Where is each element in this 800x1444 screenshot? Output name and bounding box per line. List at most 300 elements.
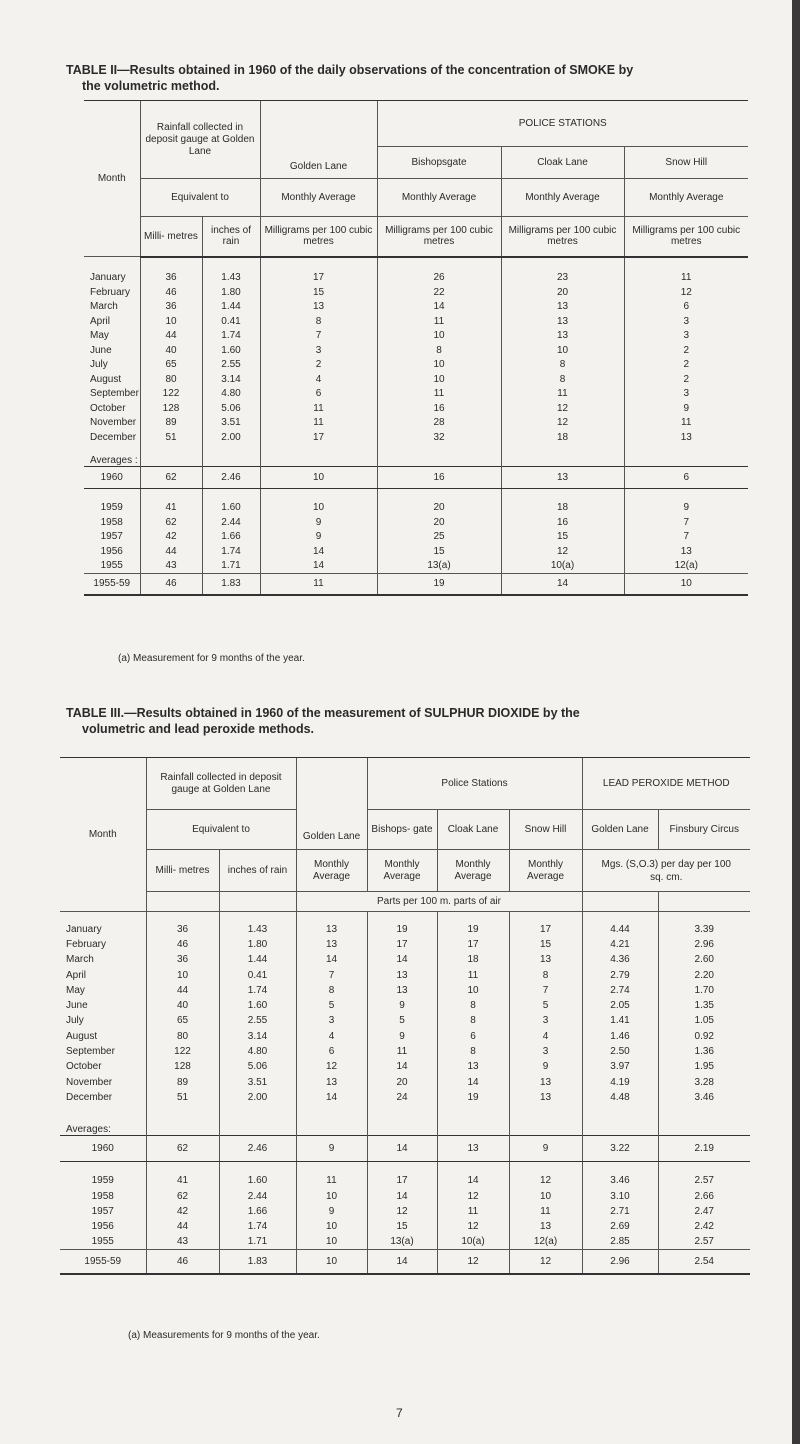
- table-cell: 62: [140, 467, 202, 489]
- table-cell: 15: [501, 530, 624, 545]
- table-cell: 36: [140, 271, 202, 286]
- table-cell: 2.46: [219, 1135, 296, 1161]
- table-cell: 7: [296, 967, 367, 982]
- table-cell: 26: [377, 271, 501, 286]
- table-cell: 4.21: [582, 937, 658, 952]
- table-cell: 9: [260, 515, 377, 530]
- table-cell: 1.46: [582, 1029, 658, 1044]
- table-cell: [377, 489, 501, 501]
- table-cell: 80: [146, 1029, 219, 1044]
- table-cell: December: [66, 1091, 113, 1103]
- table-cell: 2.00: [202, 430, 260, 445]
- table-cell: [296, 1105, 367, 1135]
- table-cell: 12: [509, 1173, 582, 1188]
- table-cell: 19: [367, 922, 437, 937]
- table-cell: 41: [140, 501, 202, 516]
- table-cell: September: [90, 388, 139, 400]
- sh-unit: Milligrams per 100 cubic metres: [624, 217, 748, 257]
- table3-title-line1: TABLE III.—Results obtained in 1960 of the measurement of SULPHUR DIOXIDE by the: [66, 706, 580, 720]
- table-cell: 9: [367, 998, 437, 1013]
- bg-monthly-avg: Monthly Average: [377, 179, 501, 217]
- equivalent-header: Equivalent to: [146, 810, 296, 850]
- table-cell: 1.36: [658, 1044, 750, 1059]
- table-cell: 80: [140, 372, 202, 387]
- table-cell: 44: [140, 544, 202, 559]
- table-cell: April: [90, 315, 111, 327]
- table-cell: 89: [140, 416, 202, 431]
- table3-title: [66, 705, 746, 737]
- table-cell: [658, 912, 750, 922]
- table-cell: 1.83: [202, 573, 260, 595]
- table-cell: 2: [624, 343, 748, 358]
- table-cell: 1.05: [658, 1013, 750, 1028]
- table-cell: 14: [296, 1090, 367, 1105]
- table-cell: 13: [296, 937, 367, 952]
- table-cell: [437, 1161, 509, 1173]
- year-row: [60, 1219, 750, 1234]
- table-cell: 2.55: [219, 1013, 296, 1028]
- average-1955-59-row: [60, 1250, 750, 1274]
- bishopsgate-header: Bishopsgate: [377, 147, 501, 179]
- table-cell: April: [66, 969, 87, 981]
- table-cell: 13: [624, 544, 748, 559]
- table-cell: 2.79: [582, 967, 658, 982]
- golden-lane-header: Golden Lane: [296, 758, 367, 850]
- table-cell: 46: [140, 573, 202, 595]
- table2-title: [66, 62, 746, 94]
- table-cell: 2.42: [658, 1219, 750, 1234]
- table-cell: 12: [437, 1250, 509, 1274]
- table-cell: [219, 1161, 296, 1173]
- table-cell: 12: [501, 544, 624, 559]
- table-cell: 14: [437, 1173, 509, 1188]
- table-cell: [501, 257, 624, 271]
- table-cell: 14: [377, 300, 501, 315]
- table3-note: (a) Measurements for 9 months of the year.: [128, 1330, 320, 1341]
- table-cell: 11: [260, 401, 377, 416]
- table-cell: 1.70: [658, 983, 750, 998]
- table-cell: 13: [296, 1074, 367, 1089]
- table-cell: 1.44: [219, 952, 296, 967]
- table-row: [84, 329, 748, 344]
- table-cell: 42: [140, 530, 202, 545]
- table2-note: (a) Measurement for 9 months of the year.: [118, 653, 305, 664]
- table-cell: 3: [296, 1013, 367, 1028]
- rainfall-header: Rainfall collected in deposit gauge at Golden Lane: [146, 758, 296, 810]
- table-row: [84, 372, 748, 387]
- averages-label-row: [84, 445, 748, 467]
- table-cell: 1.66: [202, 530, 260, 545]
- table-cell: 8: [437, 1013, 509, 1028]
- table-row: [84, 416, 748, 431]
- table-cell: 11: [437, 967, 509, 982]
- table-cell: 12: [509, 1250, 582, 1274]
- table-cell: 18: [501, 501, 624, 516]
- table-cell: 46: [146, 937, 219, 952]
- table-cell: [437, 1105, 509, 1135]
- table-cell: [367, 1105, 437, 1135]
- table-row: [60, 1074, 750, 1089]
- table-cell: 1.71: [202, 559, 260, 574]
- table-cell: 10: [377, 329, 501, 344]
- table-cell: 14: [437, 1074, 509, 1089]
- table-cell: 1.60: [219, 998, 296, 1013]
- table3-title-line2: volumetric and lead peroxide methods.: [82, 722, 315, 736]
- table-cell: 40: [146, 998, 219, 1013]
- table-cell: [146, 1161, 219, 1173]
- table-cell: 16: [501, 515, 624, 530]
- snow-hill-header: Snow Hill: [624, 147, 748, 179]
- table-cell: 20: [367, 1074, 437, 1089]
- table-cell: 14: [367, 952, 437, 967]
- table-cell: 15: [509, 937, 582, 952]
- table-cell: 51: [140, 430, 202, 445]
- table-cell: 14: [501, 573, 624, 595]
- table-cell: 5.06: [219, 1059, 296, 1074]
- table-cell: 1955-59: [84, 573, 140, 595]
- police-stations-header: Police Stations: [367, 758, 582, 810]
- table-cell: 8: [437, 1044, 509, 1059]
- table-cell: 2.50: [582, 1044, 658, 1059]
- table-cell: 7: [624, 515, 748, 530]
- table-cell: 62: [140, 515, 202, 530]
- averages-label: Averages:: [66, 1123, 111, 1135]
- table-cell: September: [66, 1046, 115, 1058]
- table-cell: 3.97: [582, 1059, 658, 1074]
- table-row: [84, 401, 748, 416]
- table-cell: July: [66, 1015, 84, 1027]
- table-cell: 1.80: [202, 285, 260, 300]
- table-cell: 1.60: [202, 343, 260, 358]
- table-cell: 36: [146, 922, 219, 937]
- table-row: [60, 922, 750, 937]
- table-cell: 10: [377, 358, 501, 373]
- cloak-lane-header: Cloak Lane: [437, 810, 509, 850]
- table-cell: [60, 1161, 146, 1173]
- table-cell: August: [66, 1030, 98, 1042]
- table-cell: 11: [377, 314, 501, 329]
- lead-golden-lane-header: Golden Lane: [582, 810, 658, 850]
- table-cell: 4: [260, 372, 377, 387]
- averages-label-row: [60, 1105, 750, 1135]
- year-row: [84, 544, 748, 559]
- table-cell: 3: [624, 314, 748, 329]
- table-cell: 12: [296, 1059, 367, 1074]
- table-cell: 5: [509, 998, 582, 1013]
- table-cell: 5.06: [202, 401, 260, 416]
- table-row: [60, 998, 750, 1013]
- table-row: [60, 1013, 750, 1028]
- inches-header: inches of rain: [202, 217, 260, 257]
- table-cell: 14: [367, 1059, 437, 1074]
- table-cell: 16: [377, 467, 501, 489]
- table-cell: 4.80: [202, 387, 260, 402]
- table-cell: 13: [501, 467, 624, 489]
- table-cell: [84, 489, 140, 501]
- table-cell: 12(a): [509, 1234, 582, 1249]
- year-row: [84, 559, 748, 574]
- table-cell: 2.20: [658, 967, 750, 982]
- cl-monthly-avg: Monthly Average: [437, 850, 509, 892]
- table-cell: 4.44: [582, 922, 658, 937]
- table-cell: 13: [501, 314, 624, 329]
- table-cell: [140, 489, 202, 501]
- table-cell: 20: [377, 515, 501, 530]
- table-cell: [624, 257, 748, 271]
- page-number: 7: [396, 1406, 403, 1420]
- table-cell: 13(a): [367, 1234, 437, 1249]
- table-cell: 17: [367, 937, 437, 952]
- gl-unit: Milligrams per 100 cubic metres: [260, 217, 377, 257]
- table-cell: 13: [260, 300, 377, 315]
- table-cell: [219, 1105, 296, 1135]
- table-cell: 6: [624, 467, 748, 489]
- table-cell: 1.66: [219, 1204, 296, 1219]
- table-cell: [509, 1105, 582, 1135]
- table-cell: 9: [296, 1204, 367, 1219]
- table-cell: 1.95: [658, 1059, 750, 1074]
- table-cell: December: [90, 431, 137, 443]
- table-cell: 1955-59: [60, 1250, 146, 1274]
- table-cell: 12(a): [624, 559, 748, 574]
- table-row: [60, 937, 750, 952]
- sh-monthly-avg: Monthly Average: [624, 179, 748, 217]
- table-cell: 8: [501, 358, 624, 373]
- table-cell: 1.71: [219, 1234, 296, 1249]
- table-cell: 20: [377, 501, 501, 516]
- sh-monthly-avg: Monthly Average: [509, 850, 582, 892]
- table-cell: [367, 1161, 437, 1173]
- table-cell: 4.80: [219, 1044, 296, 1059]
- table-cell: 40: [140, 343, 202, 358]
- table-cell: 6: [437, 1029, 509, 1044]
- table-cell: 13: [624, 430, 748, 445]
- table-cell: 2.69: [582, 1219, 658, 1234]
- table-cell: [624, 489, 748, 501]
- table-cell: March: [90, 301, 118, 313]
- table-cell: 8: [501, 372, 624, 387]
- gl-monthly-avg: Monthly Average: [260, 179, 377, 217]
- table-cell: 17: [367, 1173, 437, 1188]
- table-cell: 2.46: [202, 467, 260, 489]
- table-row: [84, 314, 748, 329]
- table-cell: 11: [501, 387, 624, 402]
- month-header: Month: [60, 758, 146, 912]
- table-cell: [377, 445, 501, 467]
- table-cell: June: [66, 1000, 88, 1012]
- table2-title-line1: TABLE II—Results obtained in 1960 of the daily observations of the concentration of SMOKE by: [66, 63, 634, 77]
- table-cell: 1.35: [658, 998, 750, 1013]
- table-cell: 0.92: [658, 1029, 750, 1044]
- finsbury-header: Finsbury Circus: [658, 810, 750, 850]
- bishopsgate-header: Bishops- gate: [367, 810, 437, 850]
- table-cell: [140, 257, 202, 271]
- table-row: [60, 1029, 750, 1044]
- year-row: [60, 1173, 750, 1188]
- table-cell: 10: [296, 1250, 367, 1274]
- table-cell: 65: [146, 1013, 219, 1028]
- table-cell: 5: [367, 1013, 437, 1028]
- table-cell: 10: [501, 343, 624, 358]
- table-row: [84, 343, 748, 358]
- table-cell: 6: [260, 387, 377, 402]
- rainfall-header: Rainfall collected in deposit gauge at Golden Lane: [140, 101, 260, 179]
- table-cell: 10: [437, 983, 509, 998]
- golden-lane-header: Golden Lane: [260, 101, 377, 179]
- table-cell: 10: [377, 372, 501, 387]
- table-cell: 11: [377, 387, 501, 402]
- table-cell: [582, 1105, 658, 1135]
- table-cell: 6: [624, 300, 748, 315]
- table-cell: 13: [509, 1074, 582, 1089]
- table-cell: [658, 1161, 750, 1173]
- table-cell: 6: [296, 1044, 367, 1059]
- table-cell: May: [66, 984, 85, 996]
- table-cell: 2.44: [202, 515, 260, 530]
- table-cell: 15: [377, 544, 501, 559]
- table-cell: 1957: [100, 531, 123, 543]
- table-cell: 5: [296, 998, 367, 1013]
- table-cell: October: [90, 402, 126, 414]
- table-cell: March: [66, 954, 94, 966]
- table-cell: 2: [260, 358, 377, 373]
- year-row: [84, 530, 748, 545]
- average-1955-59-row: [84, 573, 748, 595]
- spacer-row: [84, 489, 748, 501]
- spacer-row: [60, 1161, 750, 1173]
- table-cell: 2.00: [219, 1090, 296, 1105]
- table-cell: 3: [624, 329, 748, 344]
- table-cell: 2.60: [658, 952, 750, 967]
- table2-title-line2: the volumetric method.: [82, 79, 220, 93]
- table-cell: 1956: [100, 545, 123, 557]
- page-edge: [792, 0, 800, 1444]
- table-cell: January: [66, 923, 102, 935]
- table-cell: 4.48: [582, 1090, 658, 1105]
- table-cell: 10: [624, 573, 748, 595]
- year-row: [60, 1204, 750, 1219]
- table-cell: [501, 445, 624, 467]
- table-cell: June: [90, 344, 112, 356]
- table-cell: [146, 1105, 219, 1135]
- table-cell: [437, 912, 509, 922]
- table-cell: [377, 257, 501, 271]
- table-cell: 2.74: [582, 983, 658, 998]
- blank-cell: [219, 892, 296, 912]
- table-cell: 3.46: [658, 1090, 750, 1105]
- inches-header: inches of rain: [219, 850, 296, 892]
- table-cell: 2.57: [658, 1234, 750, 1249]
- table-cell: February: [90, 286, 131, 298]
- table-cell: 19: [437, 1090, 509, 1105]
- mgs-unit: Mgs. (S,O.3) per day per 100 sq. cm.: [582, 850, 750, 892]
- table-cell: 12: [367, 1204, 437, 1219]
- table-cell: 17: [509, 922, 582, 937]
- year-row: [60, 1234, 750, 1249]
- table-cell: January: [90, 272, 126, 284]
- table-row: [84, 430, 748, 445]
- table-cell: 1.74: [202, 329, 260, 344]
- blank-cell: [582, 892, 658, 912]
- table-cell: 10: [296, 1188, 367, 1203]
- table-cell: 10: [260, 501, 377, 516]
- table-cell: [296, 1161, 367, 1173]
- police-stations-header: POLICE STATIONS: [377, 101, 748, 147]
- table-cell: 11: [624, 271, 748, 286]
- table-cell: 41: [146, 1173, 219, 1188]
- year-row: [60, 1188, 750, 1203]
- table-cell: 1.74: [219, 983, 296, 998]
- table-cell: 18: [501, 430, 624, 445]
- year-row: [84, 515, 748, 530]
- table-cell: [202, 445, 260, 467]
- table-cell: 7: [509, 983, 582, 998]
- table-cell: 10: [296, 1234, 367, 1249]
- table-cell: 2.66: [658, 1188, 750, 1203]
- month-header: Month: [84, 101, 140, 257]
- table-cell: 1.74: [202, 544, 260, 559]
- table-cell: [296, 912, 367, 922]
- table-cell: 43: [140, 559, 202, 574]
- table-cell: 12: [624, 285, 748, 300]
- table-cell: 2.57: [658, 1173, 750, 1188]
- table-cell: 1.44: [202, 300, 260, 315]
- table-row: [60, 983, 750, 998]
- table-cell: July: [90, 359, 108, 371]
- table-cell: 0.41: [202, 314, 260, 329]
- parts-unit: Parts per 100 m. parts of air: [296, 892, 582, 912]
- table-cell: 3.22: [582, 1135, 658, 1161]
- table-cell: 13: [509, 1219, 582, 1234]
- table-cell: August: [90, 373, 122, 385]
- table-cell: 4.19: [582, 1074, 658, 1089]
- table-row: [60, 967, 750, 982]
- blank-cell: [658, 892, 750, 912]
- table-row: [84, 285, 748, 300]
- table-cell: 8: [296, 983, 367, 998]
- table-cell: [624, 445, 748, 467]
- sulphur-month-rows: [60, 912, 750, 1274]
- table-cell: 11: [624, 416, 748, 431]
- table-cell: 15: [260, 285, 377, 300]
- table-cell: 25: [377, 530, 501, 545]
- blank-cell: [146, 892, 219, 912]
- table-cell: 11: [367, 1044, 437, 1059]
- table-cell: 24: [367, 1090, 437, 1105]
- table-cell: 44: [146, 1219, 219, 1234]
- table-cell: 10: [260, 467, 377, 489]
- table-cell: 36: [146, 952, 219, 967]
- table-cell: 12: [437, 1219, 509, 1234]
- table-cell: 3.14: [202, 372, 260, 387]
- table-cell: 1955: [60, 1234, 146, 1249]
- table-cell: 3.10: [582, 1188, 658, 1203]
- table-cell: 1956: [91, 1221, 114, 1233]
- table-cell: 43: [146, 1234, 219, 1249]
- table-cell: 2.05: [582, 998, 658, 1013]
- table-cell: [658, 1105, 750, 1135]
- table-cell: 14: [367, 1188, 437, 1203]
- table-cell: 3: [260, 343, 377, 358]
- table-cell: 19: [437, 922, 509, 937]
- table-cell: 28: [377, 416, 501, 431]
- table-cell: 14: [367, 1250, 437, 1274]
- table-cell: 1958: [100, 516, 123, 528]
- table-cell: 1959: [100, 502, 123, 514]
- table-cell: 10: [296, 1219, 367, 1234]
- table-cell: 9: [509, 1135, 582, 1161]
- table-cell: 2: [624, 372, 748, 387]
